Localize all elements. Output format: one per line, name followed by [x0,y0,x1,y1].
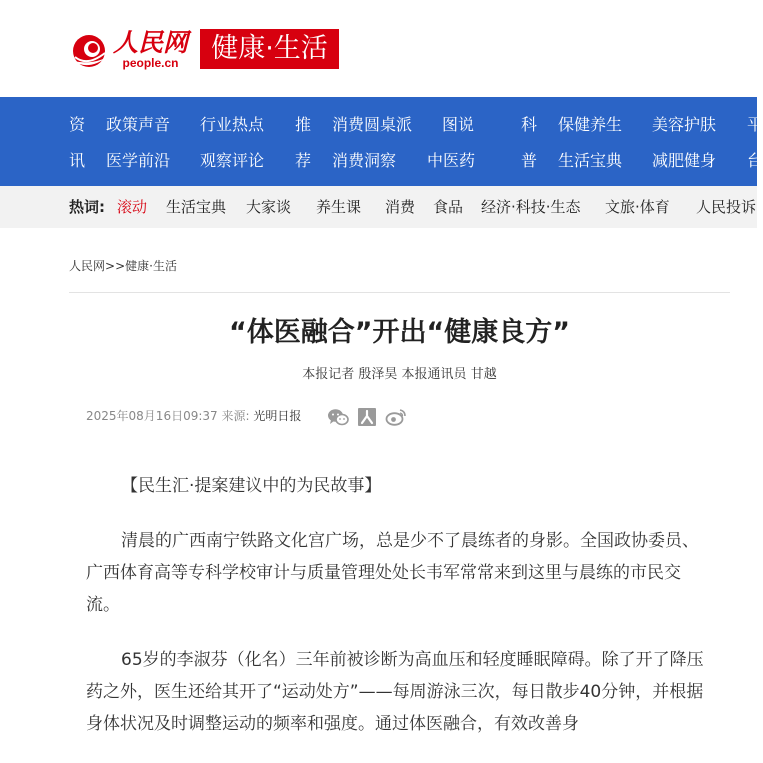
hot-word-scroll[interactable]: 滚动 [117,198,148,216]
article-paragraph: 【民生汇·提案建议中的为民故事】 [121,476,382,496]
article-source[interactable]: 光明日报 [253,409,302,423]
wechat-icon[interactable] [327,406,349,428]
channel-title[interactable]: 健康·生活 [200,29,339,69]
nav-group-label-bottom: 台 [747,151,763,170]
nav-item-insight[interactable]: 消费洞察 [332,151,397,170]
nav-item-beauty[interactable]: 美容护肤 [652,115,717,134]
hot-words-label: 热词: [69,198,105,216]
hot-word-consumption[interactable]: 消费 [385,198,416,216]
nav-item-roundtable[interactable]: 消费圆桌派 [332,115,413,134]
hot-word-complaints[interactable]: 人民投诉 [696,198,757,216]
hot-word-culture-sports[interactable]: 文旅·体育 [605,198,670,216]
nav-item-industry[interactable]: 行业热点 [200,115,265,134]
logo-emblem-icon [69,27,109,71]
people-icon[interactable] [356,406,378,428]
article-paragraph: 清晨的广西南宁铁路文化宫广场，总是少不了晨练者的身影。全国政协委员、广西体育高等专科学校审计与质量管理处处长韦军常常来到这里与晨练的市民交流。 [86,531,699,615]
nav-item-tcm[interactable]: 中医药 [427,151,476,170]
hot-word-lifetips[interactable]: 生活宝典 [166,198,227,216]
hot-word-health-class[interactable]: 养生课 [316,198,362,216]
divider [69,292,730,293]
source-label: 来源: [221,409,250,423]
article-paragraph: 65岁的李淑芬（化名）三年前被诊断为高血压和轻度睡眠障碍。除了开了降压药之外，医生还给其开了“运动处方”——每周游泳三次，每日散步40分钟，并根据身体状况及时调整运动的频率和强度。通过体医融合，有效改善身 [86,650,704,734]
nav-item-commentary[interactable]: 观察评论 [200,151,265,170]
breadcrumb-home[interactable]: 人民网 [69,259,106,273]
article-meta [86,408,301,425]
breadcrumb [69,258,177,274]
hot-word-food[interactable]: 食品 [433,198,464,216]
nav-group-label-bottom: 讯 [69,151,86,170]
nav-item-medical[interactable]: 医学前沿 [106,151,171,170]
nav-group-label-top: 科 [521,115,538,134]
nav-group-label-top: 资 [69,115,86,134]
logo-en-text: people.cn [122,55,179,70]
nav-group-label-bottom: 普 [521,151,538,170]
article-datetime: 2025年08月16日09:37 [86,409,218,423]
main-nav [0,97,763,186]
people-logo[interactable] [69,26,188,72]
logo-cn-text: 人民网 [113,27,189,57]
nav-group-label-bottom: 荐 [295,151,312,170]
article-body [86,470,706,763]
breadcrumb-section[interactable]: 健康·生活 [125,259,177,273]
nav-group-label-top: 平 [747,115,763,134]
hot-word-discussion[interactable]: 大家谈 [246,198,292,216]
nav-item-lifetips[interactable]: 生活宝典 [558,151,623,170]
nav-group-label-top: 推 [295,115,312,134]
breadcrumb-separator: >> [105,259,126,273]
nav-item-fitness[interactable]: 减肥健身 [652,151,717,170]
hot-words-bar [0,186,757,228]
article-title: “体医融合”开出“健康良方” [229,317,570,348]
article-byline: 本报记者 殷泽昊 本报通讯员 甘越 [302,367,497,382]
nav-item-policy[interactable]: 政策声音 [106,115,171,134]
hot-word-economy[interactable]: 经济·科技·生态 [481,198,581,216]
nav-item-wellness[interactable]: 保健养生 [558,115,623,134]
share-bar [327,406,414,428]
nav-item-pictures[interactable]: 图说 [442,115,475,134]
site-header [0,0,757,97]
weibo-icon[interactable] [385,406,407,428]
